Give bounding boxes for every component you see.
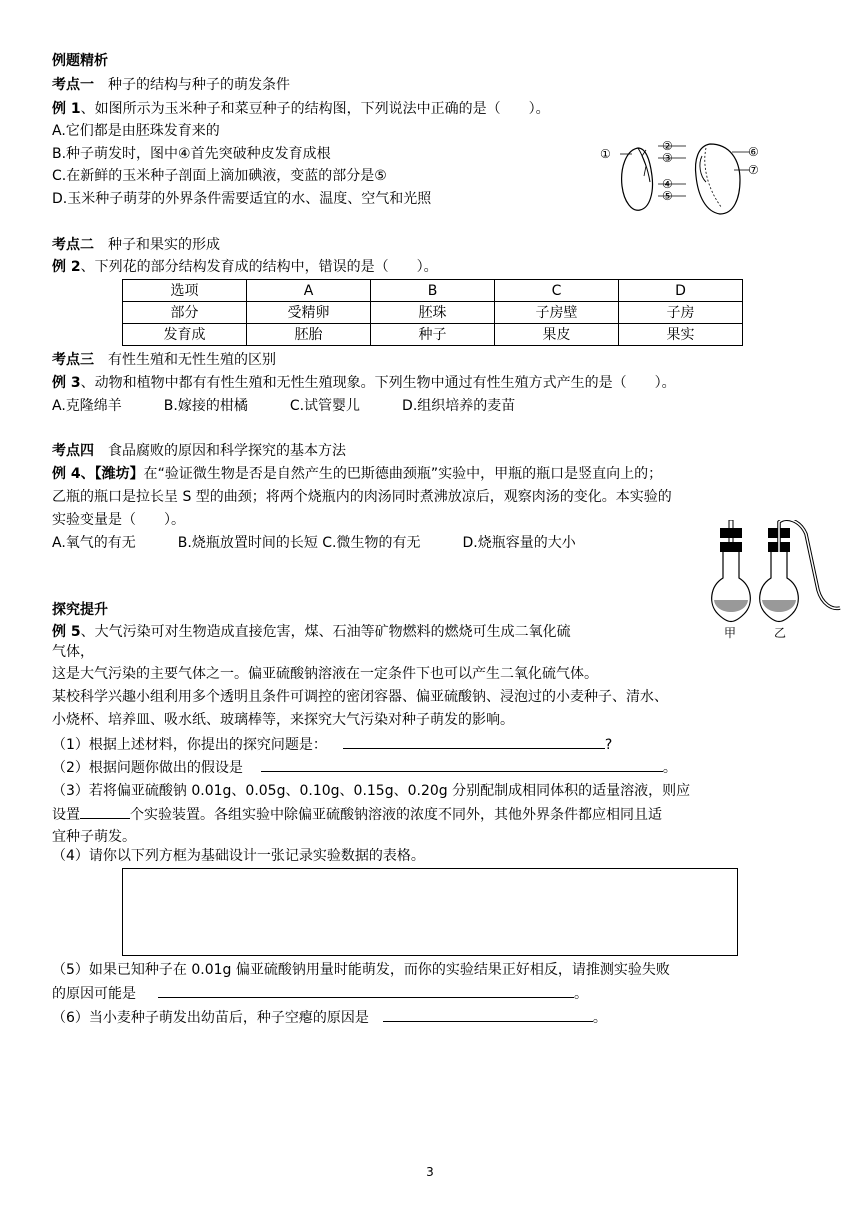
- topic-title: 种子和果实的形成: [108, 237, 220, 253]
- table-cell: C: [495, 280, 619, 302]
- table-cell: 受精卵: [247, 302, 371, 324]
- source-tag: 、【潍坊】: [80, 466, 144, 482]
- topic-label: 考点四: [52, 443, 94, 459]
- table-cell: 胚胎: [247, 324, 371, 346]
- example-label: 例 3: [52, 375, 81, 391]
- fig-label-7: ⑦: [748, 163, 759, 177]
- table-row: [123, 280, 743, 302]
- fig-label-2: ②: [662, 139, 673, 153]
- table-cell: 子房: [619, 302, 743, 324]
- option-c: C.在新鲜的玉米种子剖面上滴加碘液，变蓝的部分是⑤: [52, 168, 387, 184]
- example-5-stem: [52, 622, 571, 642]
- fig-label-1: ①: [600, 147, 611, 161]
- option-b: B.种子萌发时，图中④首先突破种皮发育成根: [52, 146, 331, 162]
- flask-label-yi: 乙: [774, 626, 787, 640]
- question-end: 。: [662, 760, 677, 776]
- fig-label-6: ⑥: [748, 145, 759, 159]
- example-4-options: A.氧气的有无 B.烧瓶放置时间的长短 C.微生物的有无 D.烧瓶容量的大小: [52, 535, 576, 551]
- question-text: 的原因可能是: [52, 986, 136, 1002]
- example-1-stem: [52, 99, 550, 119]
- table-cell: 胚珠: [371, 302, 495, 324]
- flask-label-jia: 甲: [724, 626, 737, 640]
- flask-a-stopper-bottom: [720, 542, 742, 552]
- table-cell: 选项: [123, 280, 247, 302]
- example-2-stem: [52, 257, 438, 277]
- development-table: [122, 279, 743, 346]
- answer-blank-1[interactable]: [343, 734, 605, 749]
- topic-label: 考点二: [52, 237, 94, 253]
- flask-a-stopper-top: [720, 528, 742, 538]
- question-text: 、动物和植物中都有有性生殖和无性生殖现象。下列生物中通过有性生殖方式产生的是（ ）。: [80, 375, 676, 391]
- topic-3: [52, 350, 276, 370]
- question-text: （1）根据上述材料，你提出的探究问题是：: [52, 737, 327, 753]
- topic-4: [52, 441, 346, 461]
- question-text: 在“验证微生物是否是自然产生的巴斯德曲颈瓶”实验中，甲瓶的瓶口是竖直向上的；: [143, 466, 663, 482]
- table-cell: 子房壁: [495, 302, 619, 324]
- page-number: 3: [426, 1165, 434, 1179]
- corn-seed-outline: [622, 148, 653, 210]
- question-5-line-2: [52, 983, 588, 1004]
- topic-label: 考点三: [52, 352, 94, 368]
- fig-label-3: ③: [662, 151, 673, 165]
- table-row: [123, 302, 743, 324]
- section-heading-2: 探究提升: [52, 602, 108, 618]
- example-label: 例 5: [52, 624, 81, 640]
- question-4: （4）请你以下列方框为基础设计一张记录实验数据的表格。: [52, 848, 425, 864]
- table-cell: 部分: [123, 302, 247, 324]
- question-6: [52, 1007, 607, 1028]
- question-end: ?: [604, 737, 613, 753]
- table-cell: 发育成: [123, 324, 247, 346]
- section-heading: 例题精析: [52, 53, 108, 69]
- table-cell: 果皮: [495, 324, 619, 346]
- table-cell: D: [619, 280, 743, 302]
- option-d: D.玉米种子萌芽的外界条件需要适宜的水、温度、空气和光照: [52, 191, 432, 207]
- question-3-line-1: （3）若将偏亚硫酸钠 0.01g、0.05g、0.10g、0.15g、0.20g 分别配制成相同体积的适量溶液，则应: [52, 783, 691, 799]
- question-end: 。: [592, 1010, 607, 1026]
- example-label: 例 1: [52, 101, 81, 117]
- example-label: 例 4: [52, 466, 81, 482]
- answer-blank-2[interactable]: [261, 757, 663, 772]
- question-end: 。: [574, 986, 588, 1002]
- table-row: [123, 324, 743, 346]
- example-3-options: A.克隆绵羊 B.嫁接的柑橘 C.试管婴儿 D.组织培养的麦苗: [52, 398, 516, 414]
- topic-title: 种子的结构与种子的萌发条件: [108, 77, 290, 93]
- fig-label-4: ④: [662, 177, 673, 191]
- seed-structure-figure: [598, 136, 778, 216]
- question-3-line-2: [52, 804, 662, 825]
- question-text: 、如图所示为玉米种子和菜豆种子的结构图，下列说法中正确的是（ ）。: [80, 101, 550, 117]
- question-2: [52, 757, 677, 778]
- question-text: 、大气污染可对生物造成直接危害，煤、石油等矿物燃料的燃烧可生成二氧化硫: [80, 624, 571, 640]
- answer-blank-5[interactable]: [158, 983, 574, 998]
- example-5-line-3: 这是大气污染的主要气体之一。偏亚硫酸钠溶液在一定条件下也可以产生二氧化硫气体。: [52, 666, 598, 682]
- question-text: 个实验装置。各组实验中除偏亚硫酸钠溶液的浓度不同外，其他外界条件都应相同且适: [130, 807, 662, 823]
- pasteur-flask-figure: [706, 520, 848, 644]
- question-text: （6）当小麦种子萌发出幼苗后，种子空瘪的原因是: [52, 1010, 369, 1026]
- question-3-line-3: 宜种子萌发。: [52, 829, 136, 845]
- table-cell: 果实: [619, 324, 743, 346]
- bean-seed-outline: [696, 144, 740, 214]
- example-4-stem: [52, 464, 662, 484]
- question-1: [52, 734, 612, 755]
- question-5-line-1: （5）如果已知种子在 0.01g 偏亚硫酸钠用量时能萌发，而你的实验结果正好相反，请推测实验失败: [52, 962, 670, 978]
- table-cell: 种子: [371, 324, 495, 346]
- topic-title: 有性生殖和无性生殖的区别: [108, 352, 276, 368]
- topic-1: [52, 75, 290, 95]
- example-4-line-2: 乙瓶的瓶口是拉长呈 S 型的曲颈；将两个烧瓶内的肉汤同时煮沸放凉后，观察肉汤的变化。本实验的: [52, 489, 672, 505]
- topic-label: 考点一: [52, 77, 94, 93]
- question-text: 、下列花的部分结构发育成的结构中，错误的是（ ）。: [80, 259, 438, 275]
- example-4-line-3: 实验变量是（ ）。: [52, 512, 185, 528]
- topic-title: 食品腐败的原因和科学探究的基本方法: [108, 443, 346, 459]
- table-cell: B: [371, 280, 495, 302]
- example-label: 例 2: [52, 259, 81, 275]
- answer-blank-3[interactable]: [80, 804, 130, 819]
- topic-2: [52, 235, 220, 255]
- fig-label-5: ⑤: [662, 189, 673, 203]
- question-text: 设置: [52, 807, 80, 823]
- example-3-stem: [52, 373, 676, 393]
- example-5-line-5: 小烧杯、培养皿、吸水纸、玻璃棒等，来探究大气污染对种子萌发的影响。: [52, 712, 514, 728]
- data-table-box[interactable]: [122, 868, 738, 956]
- option-a: A.它们都是由胚珠发育来的: [52, 123, 220, 139]
- example-5-line-2: 气体，: [52, 644, 94, 660]
- table-cell: A: [247, 280, 371, 302]
- answer-blank-6[interactable]: [383, 1007, 593, 1022]
- question-text: （2）根据问题你做出的假设是: [52, 760, 243, 776]
- example-5-line-4: 某校科学兴趣小组利用多个透明且条件可调控的密闭容器、偏亚硫酸钠、浸泡过的小麦种子、清水、: [52, 689, 668, 705]
